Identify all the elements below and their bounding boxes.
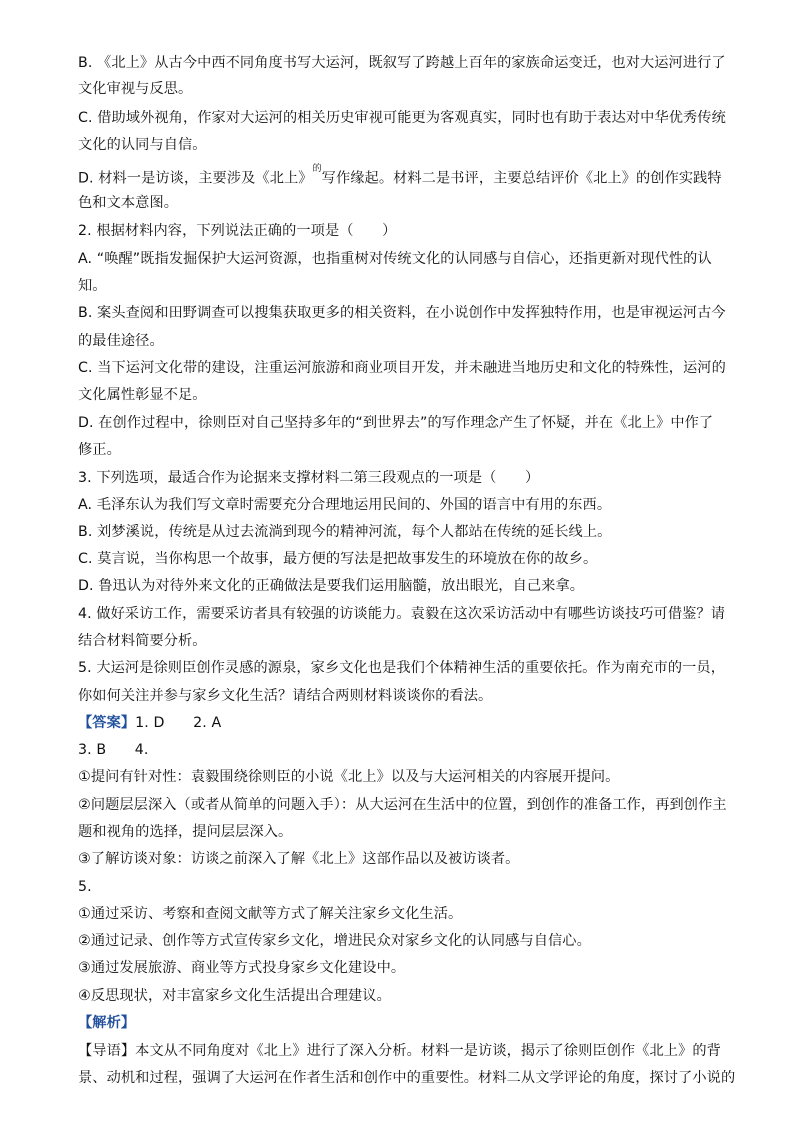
text-line: 题和视角的选择，提问层层深入。 <box>78 824 293 840</box>
text-line: 3. B 4. <box>78 742 149 758</box>
text-line: B. 《北上》从古今中西不同角度书写大运河，既叙写了跨越上百年的家族命运变迁，也对大运河进行了 <box>78 55 726 71</box>
text-fragment: 写作缘起。材料二是书评，主要总结评价《北上》的创作实践特 <box>321 170 722 187</box>
text-line: 景、动机和过程，强调了大运河在作者生活和创作中的重要性。材料二从文学评论的角度，探讨了小说的 <box>78 1070 736 1086</box>
text-line: C. 借助域外视角，作家对大运河的相关历史审视可能更为客观真实，同时也有助于表达对中华优秀传统 <box>78 110 726 126</box>
text-fragment: 1. D 2. A <box>135 715 222 731</box>
text-line: C. 莫言说，当你构思一个故事，最方便的写法是把故事发生的环境放在你的故乡。 <box>78 551 598 567</box>
answer-line <box>78 713 221 733</box>
text-line: 知。 <box>78 278 107 294</box>
text-line: 5. <box>78 879 92 895</box>
text-line: 修正。 <box>78 442 121 458</box>
text-line: ④反思现状，对丰富家乡文化生活提出合理建议。 <box>78 988 391 1004</box>
question-5: 5. 大运河是徐则臣创作灵感的源泉，家乡文化也是我们个体精神生活的重要依托。作为南充市的一员， <box>78 660 725 676</box>
text-line: 文化的认同与自信。 <box>78 137 207 153</box>
text-line: 你如何关注并参与家乡文化生活？请结合两则材料谈谈你的看法。 <box>78 688 493 704</box>
text-line: 色和文本意图。 <box>78 195 179 211</box>
text-line: B. 案头查阅和田野调查可以搜集获取更多的相关资料，在小说创作中发挥独特作用，也是审视运河古今 <box>78 305 726 321</box>
text-line: ②问题层层深入（或者从简单的问题入手）：从大运河在生活中的位置，到创作的准备工作，再到创作主 <box>78 797 727 813</box>
text-line: ①提问有针对性：袁毅围绕徐则臣的小说《北上》以及与大运河相关的内容展开提问。 <box>78 769 620 785</box>
text-fragment: D. 材料一是访谈，主要涉及《北上》 <box>78 170 313 187</box>
text-line: 文化审视与反思。 <box>78 81 193 97</box>
question-3: 3. 下列选项，最适合作为论据来支撑材料二第三段观点的一项是（ ） <box>78 470 540 486</box>
text-line: ①通过采访、考察和查阅文献等方式了解关注家乡文化生活。 <box>78 906 463 922</box>
text-line: A. “唤醒”既指发掘保护大运河资源，也指重树对传统文化的认同感与自信心，还指更新对现代性的认 <box>78 251 712 267</box>
analysis-heading: 【解析】 <box>78 1015 136 1031</box>
text-line: C. 当下运河文化带的建设，注重运河旅游和商业项目开发，并未融进当地历史和文化的特殊性，运河的 <box>78 360 726 376</box>
text-line <box>78 165 722 189</box>
text-line: ②通过记录、创作等方式宣传家乡文化，增进民众对家乡文化的认同感与自信心。 <box>78 933 591 949</box>
text-line: ③了解访谈对象：访谈之前深入了解《北上》这部作品以及被访谈者。 <box>78 851 520 867</box>
text-line: B. 刘梦溪说，传统是从过去流淌到现今的精神河流，每个人都站在传统的延长线上。 <box>78 524 612 540</box>
text-line: 【导语】本文从不同角度对《北上》进行了深入分析。材料一是访谈，揭示了徐则臣创作《北上》的背 <box>78 1043 721 1059</box>
superscript-char: 的 <box>312 164 322 174</box>
text-line: 的最佳途径。 <box>78 333 164 349</box>
text-line: 文化属性彰显不足。 <box>78 387 207 403</box>
text-line: ③通过发展旅游、商业等方式投身家乡文化建设中。 <box>78 960 406 976</box>
text-line: 结合材料简要分析。 <box>78 633 207 649</box>
text-line: A. 毛泽东认为我们写文章时需要充分合理地运用民间的、外国的语言中有用的东西。 <box>78 497 612 513</box>
answer-heading: 【答案】 <box>78 715 136 731</box>
text-line: D. 鲁迅认为对待外来文化的正确做法是要我们运用脑髓，放出眼光，自己来拿。 <box>78 578 585 594</box>
question-2: 2. 根据材料内容，下列说法正确的一项是（ ） <box>78 223 397 239</box>
question-4: 4. 做好采访工作，需要采访者具有较强的访谈能力。袁毅在这次采访活动中有哪些访谈技巧可借鉴？请 <box>78 606 725 622</box>
text-line: D. 在创作过程中，徐则臣对自己坚持多年的“到世界去”的写作理念产生了怀疑，并在《北上》中作了 <box>78 415 714 431</box>
